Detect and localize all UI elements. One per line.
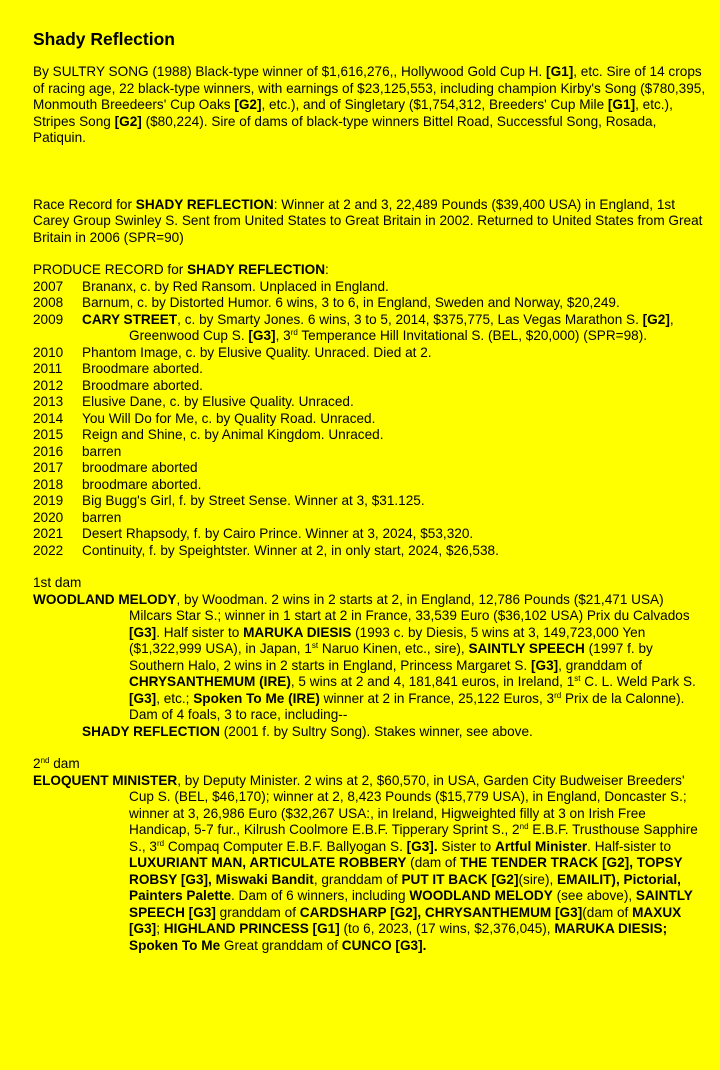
produce-entry: Brananx, c. by Red Ransom. Unplaced in England.: [82, 278, 389, 294]
produce-year: 2014: [33, 410, 64, 426]
produce-entry: Phantom Image, c. by Elusive Quality. Unraced. Died at 2.: [82, 344, 432, 360]
produce-entry: Continuity, f. by Speightster. Winner at 2, in only start, 2024, $26,538.: [82, 542, 499, 558]
first-dam-paragraph: WOODLAND MELODY, by Woodman. 2 wins in 2 starts at 2, in England, 12,786 Pounds ($21,471 USA) Milcars Star S.; winner in 1 start at 2 in France, 33,539 Euro ($36,102 USA) Prix du Calvados [G3]. Half sister to MARUKA DIESIS (1993 c. by Diesis, 5 wins at 3, 149,723,000 Yen ($1,322,999 USA), in Japan, 1st Naruo Kinen, etc., sire), SAINTLY SPEECH (1997 f. by Southern Halo, 2 wins in 2 starts in England, Princess Margaret S. [G3], granddam of CHRYSANTHEMUM (IRE), 5 wins at 2 and 4, 181,841 euros, in Ireland, 1st C. L. Weld Park S. [G3], etc.; Spoken To Me (IRE) winner at 2 in France, 25,122 Euros, 3rd Prix de la Calonne). Dam of 4 foals, 3 to race, including--: [33, 591, 696, 722]
horse-name: HIGHLAND PRINCESS [G1]: [163, 921, 340, 936]
produce-row-2007: [33, 279, 710, 296]
horse-name: SHADY REFLECTION: [135, 196, 274, 212]
horse-name: WOODLAND MELODY: [409, 888, 553, 903]
horse-name: SAINTLY SPEECH: [468, 641, 585, 656]
produce-entry: barren: [82, 443, 122, 459]
horse-name: SHADY REFLECTION: [82, 723, 220, 739]
horse-name: CUNCO [G3].: [341, 937, 427, 953]
race-record-paragraph: Race Record for SHADY REFLECTION: Winner at 2 and 3, 22,489 Pounds ($39,400 USA) in England, 1st Carey Group Swinley S. Sent from United States to Great Britain in 2002. Returned to United States from Great Britain in 2006 (SPR=90): [33, 196, 703, 245]
produce-year: 2007: [33, 278, 64, 294]
produce-record-heading: PRODUCE RECORD for SHADY REFLECTION:: [33, 262, 329, 277]
produce-year: 2009: [33, 311, 64, 327]
produce-year: 2010: [33, 344, 64, 360]
produce-row-2009: [33, 312, 710, 345]
horse-name: PUT IT BACK [G2]: [401, 871, 519, 887]
first-dam-heading: 1st dam: [33, 575, 82, 590]
horse-name: ELOQUENT MINISTER: [33, 772, 178, 788]
produce-row-2011: [33, 361, 710, 378]
grade-badge: [G2]: [114, 113, 142, 129]
produce-entry: Barnum, c. by Distorted Humor. 6 wins, 3 to 6, in England, Sweden and Norway, $20,249.: [82, 295, 620, 310]
produce-row-2019: [33, 493, 710, 510]
produce-row-2014: [33, 411, 710, 428]
produce-year: 2013: [33, 394, 64, 409]
produce-year: 2018: [33, 476, 64, 492]
grade-badge: [G2]: [234, 97, 262, 112]
sire-name: SULTRY SONG (1988): [52, 64, 192, 79]
produce-row-2012: [33, 378, 710, 395]
produce-year: 2016: [33, 443, 64, 459]
horse-name: EMAILIT), Pictorial, Painters Palette: [129, 871, 681, 903]
first-dam-foal: SHADY REFLECTION (2001 f. by Sultry Song). Stakes winner, see above.: [82, 723, 533, 739]
produce-year: 2017: [33, 460, 64, 475]
produce-entry: You Will Do for Me, c. by Quality Road. Unraced.: [82, 410, 376, 426]
grade-badge: [G1]: [546, 64, 574, 79]
produce-row-2010: [33, 345, 710, 362]
produce-row-2016: [33, 444, 710, 461]
horse-name: Artful Minister: [495, 838, 588, 854]
produce-year: 2008: [33, 295, 64, 310]
page-title: Shady Reflection: [33, 29, 175, 49]
horse-name: MARUKA DIESIS; Spoken To Me: [129, 921, 668, 953]
grade-badge: [G3]: [248, 328, 276, 343]
produce-entry: CARY STREET, c. by Smarty Jones. 6 wins, 3 to 5, 2014, $375,775, Las Vegas Marathon S. [G2], Greenwood Cup S. [G3], 3rd Temperance Hill Invitational S. (BEL, $20,000) (SPR=98).: [82, 311, 674, 343]
horse-name: WOODLAND MELODY: [33, 591, 177, 607]
produce-year: 2011: [33, 361, 63, 376]
second-dam-paragraph: ELOQUENT MINISTER, by Deputy Minister. 2 wins at 2, $60,570, in USA, Garden City Budweiser Breeders' Cup S. (BEL, $46,170); winner at 2, 8,423 Pounds ($15,779 USA), in England, Doncaster S.; winner at 3, 26,986 Euro ($32,267 USA:, in Ireland, Higweighted filly at 3 on Irish Free Handicap, 5-7 fur., Kilrush Coolmore E.B.F. Tipperary Sprint S., 2nd E.B.F. Trusthouse Sapphire S., 3rd Compaq Computer E.B.F. Ballyogan S. [G3]. Sister to Artful Minister. Half-sister to LUXURIANT MAN, ARTICULATE ROBBERY (dam of THE TENDER TRACK [G2], TOPSY ROBSY [G3], Miswaki Bandit, granddam of PUT IT BACK [G2](sire), EMAILIT), Pictorial, Painters Palette. Dam of 6 winners, including WOODLAND MELODY (see above), SAINTLY SPEECH [G3] granddam of CARDSHARP [G2], CHRYSANTHEMUM [G3](dam of MAXUX [G3]; HIGHLAND PRINCESS [G1] (to 6, 2023, (17 wins, $2,376,045), MARUKA DIESIS; Spoken To Me Great granddam of CUNCO [G3].: [33, 772, 698, 953]
grade-badge: [G2]: [642, 311, 670, 327]
produce-row-2020: [33, 510, 710, 527]
produce-row-2015: [33, 427, 710, 444]
produce-entry: Broodmare aborted.: [82, 377, 203, 393]
horse-name: CARDSHARP [G2], CHRYSANTHEMUM [G3]: [299, 904, 583, 920]
produce-year: 2012: [33, 377, 64, 393]
horse-name: THE TENDER TRACK [G2], TOPSY ROBSY [G3], Miswaki Bandit: [129, 855, 683, 887]
produce-row-2008: [33, 295, 710, 312]
grade-badge: [G3]: [129, 690, 157, 706]
produce-year: 2020: [33, 509, 64, 525]
sire-paragraph: By SULTRY SONG (1988) Black-type winner of $1,616,276,, Hollywood Gold Cup H. [G1], etc. Sire of 14 crops of racing age, 22 black-type winners, with earnings of $23,125,553, including champion Kirby's Song ($780,395, Monmouth Breedeers' Cup Oaks [G2], etc.), and of Singletary ($1,754,312, Breeders' Cup Mile [G1], etc.), Stripes Song [G2] ($80,224). Sire of dams of black-type winners Bittel Road, Successful Song, Rosada, Patiquin.: [33, 64, 706, 145]
produce-entry: broodmare aborted: [82, 460, 198, 475]
horse-name: CARY STREET: [82, 311, 178, 327]
produce-entry: Elusive Dane, c. by Elusive Quality. Unraced.: [82, 394, 354, 409]
grade-badge: [G3]: [530, 657, 559, 673]
produce-entry: broodmare aborted.: [82, 476, 202, 492]
produce-entry: Reign and Shine, c. by Animal Kingdom. Unraced.: [82, 427, 384, 442]
produce-row-2021: [33, 526, 710, 543]
horse-name: MAXUX [G3]: [129, 904, 682, 936]
produce-row-2018: [33, 477, 710, 494]
horse-name: CHRYSANTHEMUM (IRE): [129, 674, 291, 689]
horse-name: MARUKA DIESIS: [243, 624, 352, 640]
produce-year: 2019: [33, 493, 64, 508]
produce-entry: Broodmare aborted.: [82, 361, 203, 376]
produce-year: 2021: [33, 526, 64, 541]
produce-entry: Big Bugg's Girl, f. by Street Sense. Winner at 3, $31.125.: [82, 493, 425, 508]
produce-year: 2015: [33, 427, 64, 442]
produce-entry: barren: [82, 509, 122, 525]
horse-name: Spoken To Me (IRE): [193, 690, 320, 706]
grade-badge: [G1]: [607, 97, 636, 112]
second-dam-heading: 2nd dam: [33, 756, 80, 771]
horse-name: SHADY REFLECTION: [187, 262, 326, 277]
horse-name: SAINTLY SPEECH [G3]: [129, 888, 693, 920]
grade-badge: [G3].: [406, 838, 438, 854]
produce-row-2013: [33, 394, 710, 411]
produce-row-2022: [33, 543, 710, 560]
produce-year: 2022: [33, 542, 64, 558]
produce-row-2017: [33, 460, 710, 477]
produce-entry: Desert Rhapsody, f. by Cairo Prince. Winner at 3, 2024, $53,320.: [82, 526, 474, 541]
horse-name: LUXURIANT MAN, ARTICULATE ROBBERY: [129, 855, 407, 870]
grade-badge: [G3]: [129, 624, 157, 640]
